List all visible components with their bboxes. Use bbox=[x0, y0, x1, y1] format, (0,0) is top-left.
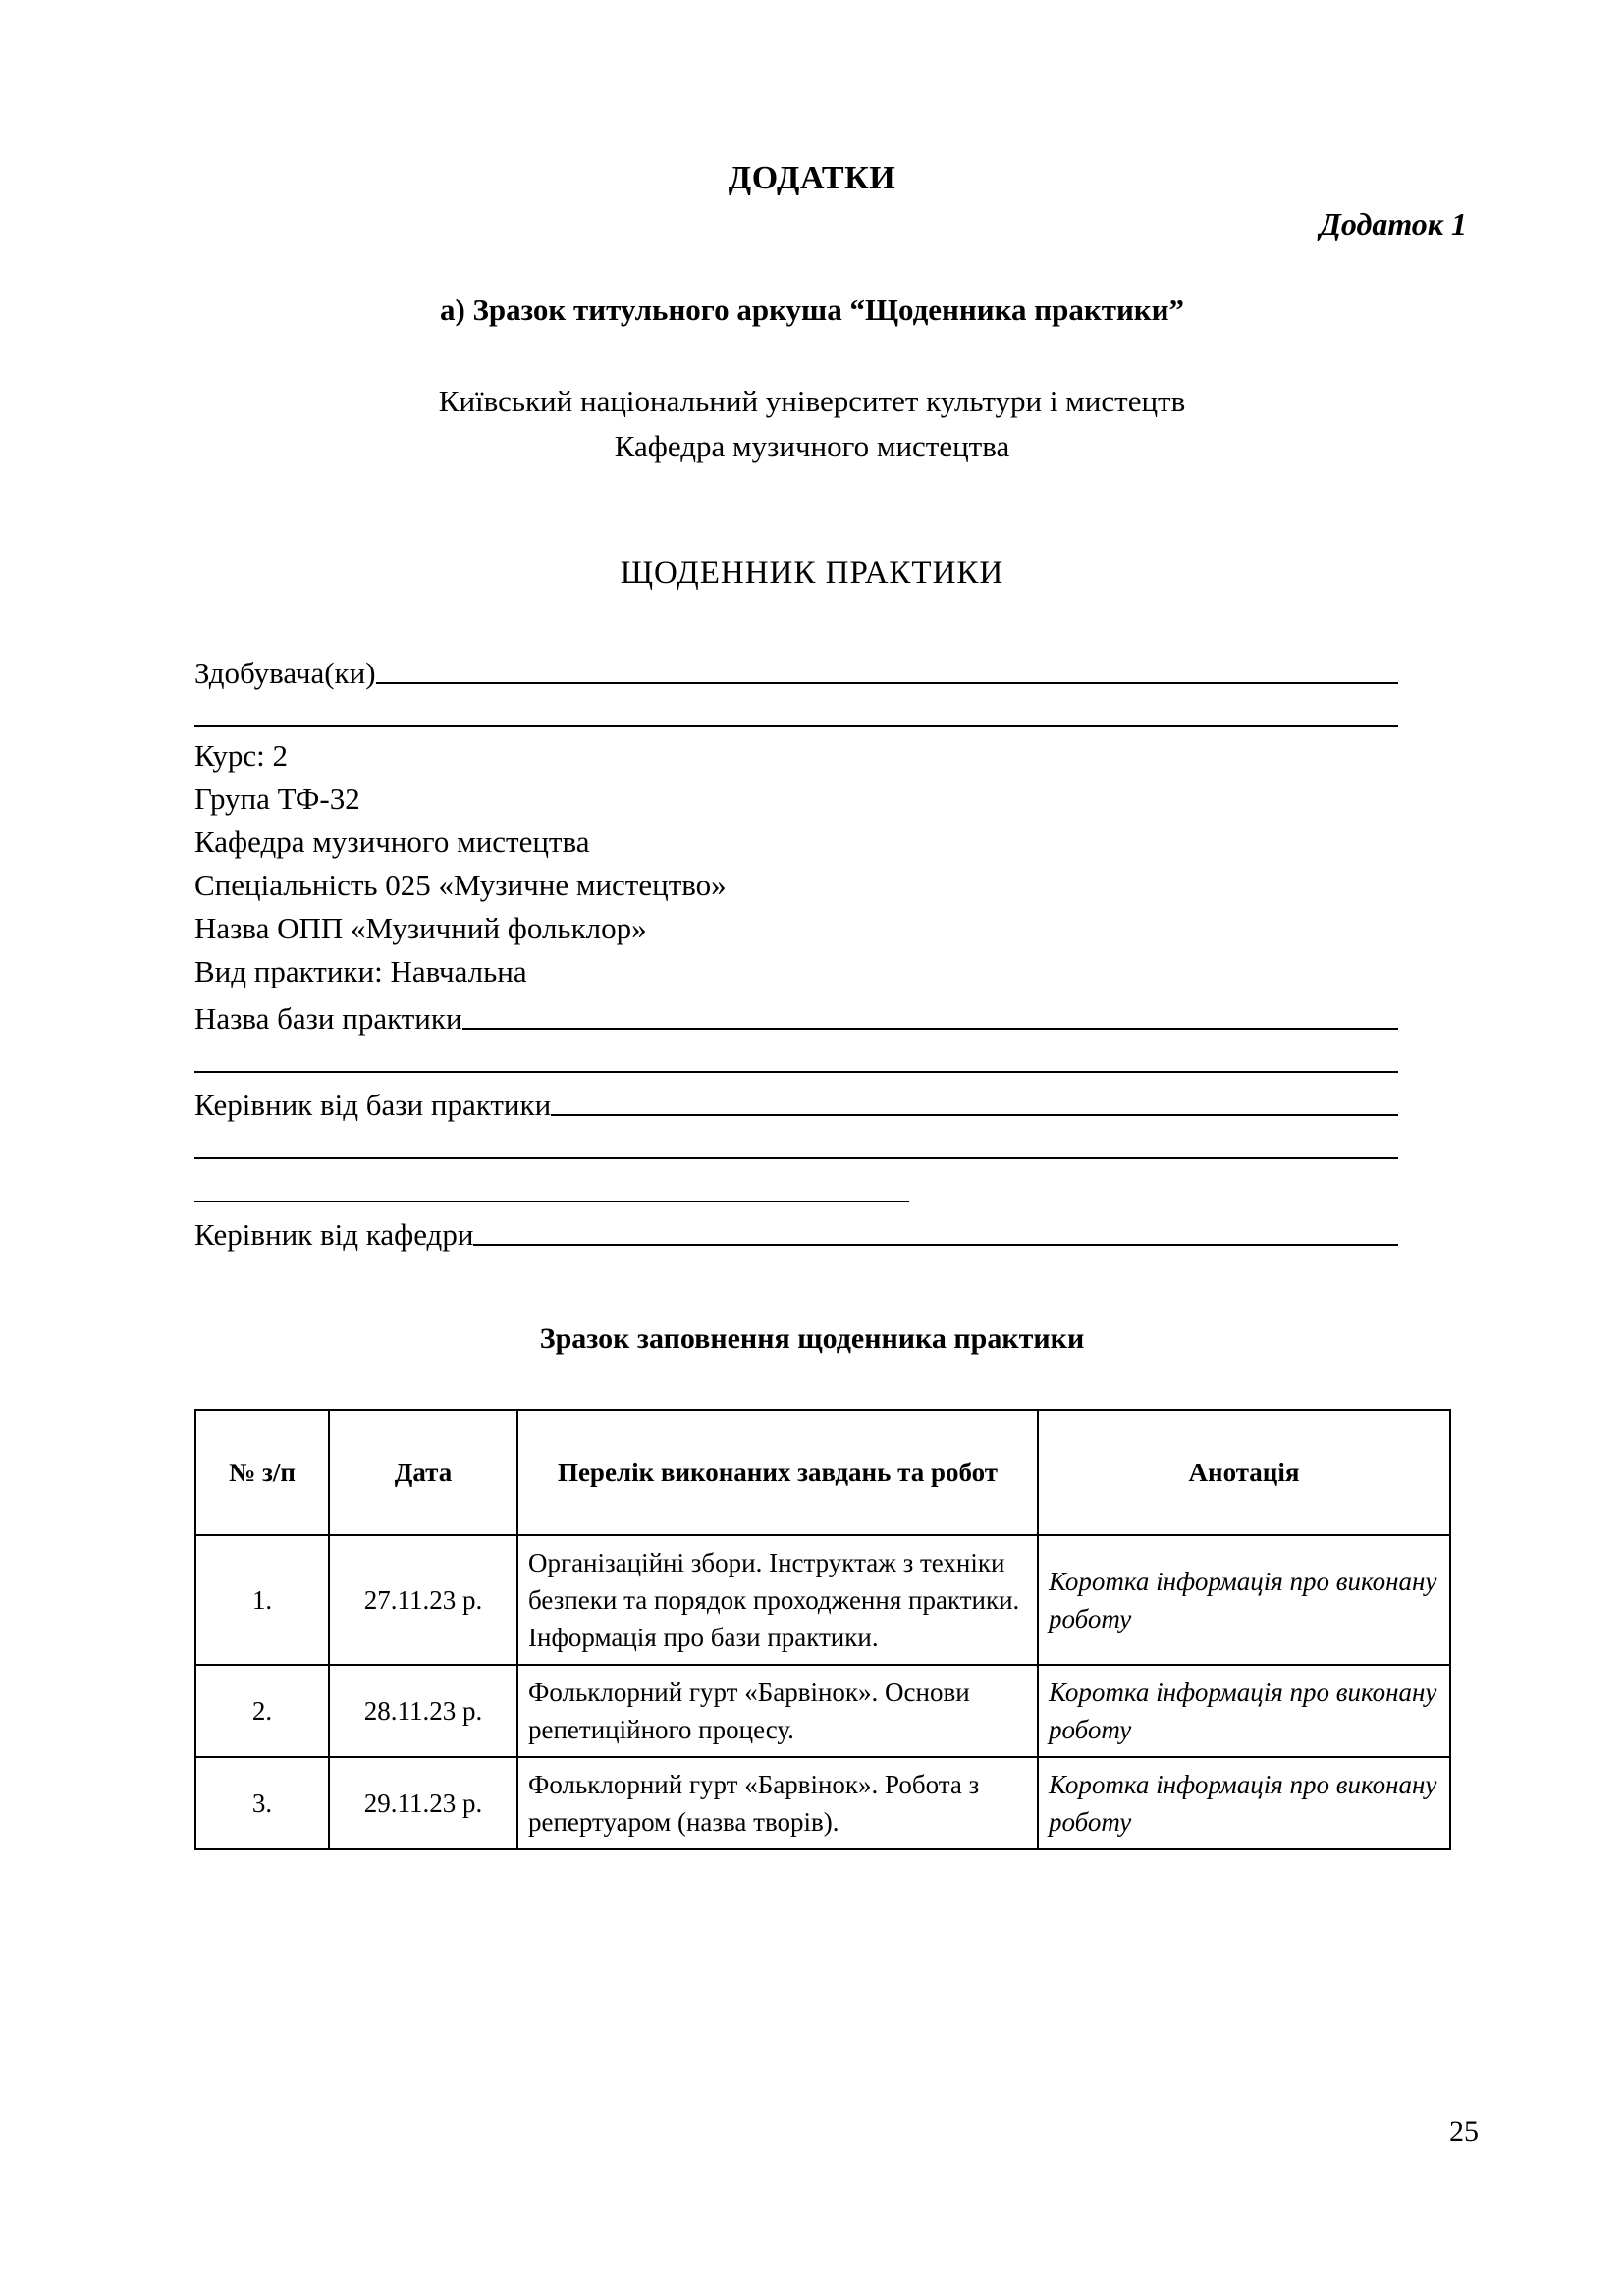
page-title: ДОДАТКИ bbox=[728, 160, 896, 196]
base-name-fill-rule-2[interactable] bbox=[194, 1070, 1398, 1073]
column-header-annotation: Анотація bbox=[1038, 1410, 1450, 1535]
dept-supervisor-fill-rule[interactable] bbox=[473, 1243, 1398, 1246]
cell-annotation: Коротка інформація про виконану роботу bbox=[1038, 1757, 1450, 1849]
form-row-programme: Назва ОПП «Музичний фольклор» bbox=[194, 911, 647, 945]
department-name: Кафедра музичного мистецтва bbox=[614, 429, 1010, 463]
form-row-department: Кафедра музичного мистецтва bbox=[194, 825, 590, 859]
table-row bbox=[195, 1535, 1450, 1665]
form-row-base-name bbox=[194, 993, 1398, 1037]
cell-number: 2. bbox=[195, 1665, 329, 1757]
diary-table bbox=[194, 1409, 1451, 1850]
cell-number: 1. bbox=[195, 1535, 329, 1665]
form-row-speciality: Спеціальність 025 «Музичне мистецтво» bbox=[194, 868, 727, 902]
form-row-practice-type: Вид практики: Навчальна bbox=[194, 954, 527, 988]
student-fill-rule-2[interactable] bbox=[194, 724, 1398, 727]
base-supervisor-label: Керівник від бази практики bbox=[194, 1088, 552, 1122]
section-subtitle: а) Зразок титульного аркуша “Щоденника практики” bbox=[439, 293, 1185, 327]
cell-task: Фольклорний гурт «Барвінок». Робота з репертуаром (назва творів). bbox=[517, 1757, 1038, 1849]
appendix-label: Додаток 1 bbox=[1320, 206, 1467, 241]
form-row-student-continuation bbox=[194, 691, 1398, 734]
form-row-base-supervisor-continuation bbox=[194, 1123, 1398, 1166]
base-name-fill-rule[interactable] bbox=[462, 1027, 1398, 1030]
table-row bbox=[195, 1665, 1450, 1757]
table-header-row bbox=[195, 1410, 1450, 1535]
form-row-base-name-continuation bbox=[194, 1037, 1398, 1080]
base-supervisor-fill-rule-3[interactable] bbox=[194, 1200, 909, 1202]
cell-task: Організаційні збори. Інструктаж з техніки безпеки та порядок проходження практики. Інформація про бази практики. bbox=[517, 1535, 1038, 1665]
column-header-date: Дата bbox=[329, 1410, 517, 1535]
page-number: 25 bbox=[1449, 2115, 1479, 2148]
form-row-student bbox=[194, 648, 1398, 691]
table-row bbox=[195, 1757, 1450, 1849]
base-supervisor-fill-rule-2[interactable] bbox=[194, 1156, 1398, 1159]
form-row-base-supervisor bbox=[194, 1080, 1398, 1123]
institution-block bbox=[0, 379, 1624, 469]
cell-date: 29.11.23 р. bbox=[329, 1757, 517, 1849]
base-name-label: Назва бази практики bbox=[194, 1001, 462, 1036]
dept-supervisor-label: Керівник від кафедри bbox=[194, 1217, 474, 1252]
cell-annotation: Коротка інформація про виконану роботу bbox=[1038, 1535, 1450, 1665]
cell-annotation: Коротка інформація про виконану роботу bbox=[1038, 1665, 1450, 1757]
student-fill-rule[interactable] bbox=[376, 681, 1398, 684]
diary-main-title: ЩОДЕННИК ПРАКТИКИ bbox=[620, 556, 1004, 591]
form-row-dept-supervisor bbox=[194, 1209, 1398, 1253]
title-page-form bbox=[194, 648, 1398, 1253]
university-name: Київський національний університет культури і мистецтв bbox=[438, 384, 1186, 418]
cell-date: 28.11.23 р. bbox=[329, 1665, 517, 1757]
cell-number: 3. bbox=[195, 1757, 329, 1849]
form-row-course: Курс: 2 bbox=[194, 738, 288, 773]
base-supervisor-fill-rule[interactable] bbox=[551, 1113, 1398, 1116]
form-row-base-supervisor-continuation-short bbox=[194, 1166, 1398, 1209]
student-label: Здобувача(ки) bbox=[194, 656, 376, 690]
column-header-tasks: Перелік виконаних завдань та робот bbox=[517, 1410, 1038, 1535]
cell-task: Фольклорний гурт «Барвінок». Основи репетиційного процесу. bbox=[517, 1665, 1038, 1757]
cell-date: 27.11.23 р. bbox=[329, 1535, 517, 1665]
form-row-group: Група ТФ-32 bbox=[194, 781, 360, 816]
column-header-number: № з/п bbox=[195, 1410, 329, 1535]
table-caption: Зразок заповнення щоденника практики bbox=[539, 1322, 1085, 1355]
